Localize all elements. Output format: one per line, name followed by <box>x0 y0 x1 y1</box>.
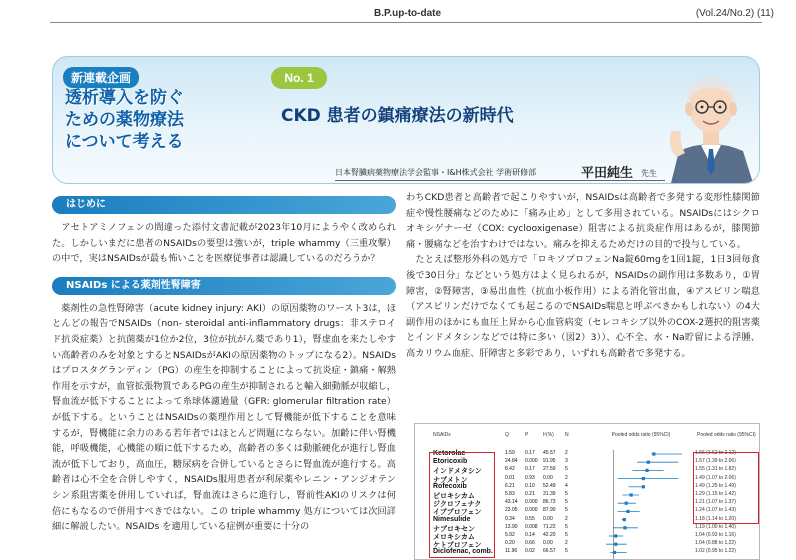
forest-cell-i2: 0.00 <box>543 540 553 547</box>
forest-cell-q: 5.83 <box>505 491 515 497</box>
forest-cell-p: 0.21 <box>525 491 535 497</box>
col-header-p: P <box>525 432 529 438</box>
forest-cell-i2: 91.95 <box>543 458 556 465</box>
forest-cell-drug: ケトプロフェン <box>433 542 482 550</box>
forest-cell-drug: ナプロキセン <box>433 525 475 533</box>
forest-cell-q: 1.59 <box>505 450 515 456</box>
forest-cell-drug: Nimesulide <box>433 515 471 523</box>
forest-cell-p: 0.000 <box>525 499 538 506</box>
author-line <box>335 161 665 181</box>
nsaids-kidney-paragraph: 薬剤性の急性腎障害（acute kidney injury: AKI）の原因薬物のワースト3は，ほとんどの報告でNSAIDs（non- steroidal anti-inflammatory drugs：非ステロイド抗炎症薬）と抗菌薬が1位か2位，3位が抗がん薬であり1），腎虚血を来たしやすい高齢者のみを対象とするとNSAIDsがAKIの原因薬物のトップになる2）。NSAIDsはプロスタグランディン（PG）の産生を抑制することによって抗炎症・鎮痛・解熱作用を示すが，血管拡張物質であるPGの産生が抑制されると輸入細動脈が収縮し，腎血流が低下することによって糸球体濾過量（GFR: glomerular filtration rate）が低下する。ということはNSAIDsの薬理作用として腎機能が低下することを意味するが，腎機能に余力のある若年者ではほとんど問題にならない。加齢に伴い腎機能，呼吸機能，心機能の順に低下するため，高齢者の多くは動脈硬化が進行し腎血流が低下しており，高血圧，糖尿病を合併しているとさらに腎血流が進行する。高齢者は心不全を合併しやすく，NSAIDs服用患者が利尿薬やレニン・アンジオテンシン系阻害薬を併用していれば，腎血流はさらに進行し，腎前性AKIのリスクは何倍にもなるので併用すべきではない。この triple whammy 処方については次回詳細に解説したい。NSAIDs を適用している症例が重要に十分の <box>52 302 396 533</box>
forest-cell-or: 1.19 (1.00 to 1.40) <box>695 523 736 530</box>
section-heading-nsaids-kidney: NSAIDs による薬剤性腎障害 <box>52 277 396 295</box>
forest-cell-i2: 27.59 <box>543 466 556 473</box>
number-badge: No. 1 <box>271 67 327 89</box>
forest-cell-q: 23.05 <box>505 507 518 514</box>
forest-cell-or: 1.18 (1.14 to 1.20) <box>695 515 736 522</box>
forest-cell-i2: 86.73 <box>543 499 556 506</box>
volume-number: (Vol.24/No.2) (11) <box>695 8 774 19</box>
forest-cell-n: 5 <box>565 523 568 530</box>
forest-cell-p: 0.66 <box>525 540 535 547</box>
forest-cell-q: 6.21 <box>505 482 515 489</box>
forest-cell-n: 5 <box>565 466 568 473</box>
forest-cell-p: 0.000 <box>525 507 538 514</box>
col-header-n: N <box>565 432 569 438</box>
forest-cell-n: 2 <box>565 450 568 456</box>
forest-cell-i2: 42.20 <box>543 532 556 538</box>
forest-cell-or: 1.04 (0.88 to 1.22) <box>695 540 736 547</box>
forest-cell-n: 2 <box>565 515 568 522</box>
forest-cell-n: 2 <box>565 474 568 481</box>
forest-cell-n: 5 <box>565 548 568 555</box>
forest-cell-or: 1.57 (1.39 to 2.06) <box>695 458 736 465</box>
intro-paragraph: アセトアミノフェンの間違った添付文書記載が2023年10月にようやく改められた。しかしいまだに患者のNSAIDsの要望は強いが，triple whammy（三重攻撃）の中で，実はNSAIDsが最も怖いことを医療従事者は認識しているのだろうか？ <box>52 222 396 265</box>
series-title <box>65 87 265 153</box>
magazine-name: B.P.up-to-date <box>374 8 442 19</box>
author-affiliation: 日本腎臓病薬物療法学会監事・I&H株式会社 学術研修部 <box>335 168 537 177</box>
forest-cell-drug: ナプメトン <box>433 476 468 484</box>
series-title-line: について考える <box>65 132 184 152</box>
forest-cell-q: 43.14 <box>505 499 518 506</box>
forest-cell-q: 0.34 <box>505 515 515 522</box>
forest-cell-or: 1.49 (1.25 to 1.49) <box>695 482 736 489</box>
forest-cell-drug: Etoricoxib <box>433 458 468 466</box>
forest-cell-n: 3 <box>565 458 568 465</box>
col-header-q: Q <box>505 432 509 438</box>
forest-cell-q: 8.42 <box>505 466 515 473</box>
col-header-i2: I²(%) <box>543 432 554 438</box>
highlight-box-odds <box>693 452 759 524</box>
forest-cell-i2: 66.57 <box>543 548 556 555</box>
forest-cell-i2: 31.39 <box>543 491 556 497</box>
page-header <box>0 0 796 40</box>
forest-cell-drug: ピロキシカム <box>433 493 475 500</box>
forest-cell-drug: インドメタシン <box>433 468 482 476</box>
author-honorific: 先生 <box>641 169 657 178</box>
plot-header: Pooled odds ratio (95%CI) <box>611 432 671 438</box>
forest-cell-p: 0.000 <box>525 458 538 465</box>
forest-cell-drug: メロキシカム <box>433 534 475 541</box>
author-name: 平田純生 <box>581 166 634 181</box>
forest-cell-or: 1.02 (0.95 to 1.22) <box>695 548 736 555</box>
section-heading-intro: はじめに <box>52 196 396 214</box>
right-column <box>406 190 760 362</box>
forest-cell-n: 5 <box>565 507 568 514</box>
forest-cell-n: 5 <box>565 499 568 506</box>
forest-cell-n: 4 <box>565 482 568 489</box>
right-paragraph-1: わちCKD患者と高齢者で起こりやすいが，NSAIDsは高齢者で多発する変形性膝関節症や慢性腰痛などのために「痛み止め」として多用されている。NSAIDsにはシクロオキシゲナーゼ（COX: cyclooxigenase）阻害による抗炎症作用はあるが，膝関節痛・腰痛などを治すわけではない。痛みを抑えるためだけの目的で投与している。 <box>406 192 760 250</box>
forest-cell-p: 0.14 <box>525 532 535 538</box>
forest-cell-p: 0.10 <box>525 482 535 489</box>
forest-cell-q: 0.20 <box>505 540 515 547</box>
forest-cell-p: 0.17 <box>525 466 535 473</box>
forest-cell-q: 24.84 <box>505 458 518 465</box>
forest-cell-p: 0.02 <box>525 548 535 555</box>
header-rule <box>50 22 762 23</box>
right-paragraph-2: たとえば整形外科の処方で「ロキソプロフェンNa錠60mgを1回1錠，1日3回毎食後で30日分」などという処方はよく見られるが，NSAIDsの副作用は多数あり，①胃障害，②腎障害，③易出血性（抗血小板作用）による消化管出血，④アスピリン喘息（アスピリンだけでなくても起こるのでNSAIDs喘息と呼ぶべきかもしれない）の4大副作用のほかにも血圧上昇から心血管病変（セレコキシブ以外のCOX-2選択的阻害薬とインドメタシンなどでは特に多い（図2）3））、心不全、水・Na貯留による浮腫、高カリウム血症、肝障害と多彩であり，いずれも高齢者で多発する。 <box>406 254 760 359</box>
forest-cell-i2: 45.57 <box>543 450 556 456</box>
forest-cell-i2: 0.00 <box>543 474 553 481</box>
forest-cell-q: 11.96 <box>505 548 518 555</box>
forest-cell-q: 13.90 <box>505 523 518 530</box>
forest-cell-n: 2 <box>565 540 568 547</box>
forest-cell-p: 0.93 <box>525 474 535 481</box>
left-column <box>52 196 396 535</box>
forest-cell-drug: Diclofenac, comb. <box>433 548 493 556</box>
forest-cell-or: 1.29 (1.15 to 1.42) <box>695 491 736 497</box>
series-label: 新連載企画 <box>63 67 139 88</box>
forest-cell-drug: Rofecoxib <box>433 482 467 490</box>
forest-cell-i2: 0.00 <box>543 515 553 522</box>
article-title: CKD 患者の鎮痛療法の新時代 <box>281 106 514 126</box>
forest-cell-or: 1.21 (1.07 to 1.37) <box>695 499 736 506</box>
col-header-drug: NSAIDs <box>433 432 451 438</box>
forest-cell-drug: Ketorolac <box>433 450 466 457</box>
forest-cell-or: 1.66 (1.62 to 2.12) <box>695 450 736 456</box>
forest-cell-n: 5 <box>565 491 568 497</box>
forest-cell-drug: イブプロフェン <box>433 509 482 517</box>
forest-cell-n: 5 <box>565 532 568 538</box>
highlight-box-drugs <box>429 452 495 558</box>
or-header: Pooled odds ratio (95%CI) <box>697 432 756 438</box>
forest-cell-p: 0.55 <box>525 515 535 522</box>
forest-cell-q: 0.01 <box>505 474 515 481</box>
forest-cell-or: 1.49 (1.07 to 2.06) <box>695 474 736 481</box>
forest-cell-p: 0.17 <box>525 450 535 456</box>
forest-cell-i2: 52.49 <box>543 482 556 489</box>
author-portrait-illustration <box>665 65 757 183</box>
series-title-line: ための薬物療法 <box>65 110 184 130</box>
forest-cell-drug: ジクロフェナク <box>433 501 482 509</box>
forest-cell-i2: 71.22 <box>543 523 556 530</box>
forest-cell-q: 5.92 <box>505 532 515 538</box>
forest-cell-or: 1.55 (1.31 to 1.82) <box>695 466 736 473</box>
forest-cell-i2: 87.90 <box>543 507 556 514</box>
forest-cell-p: 0.008 <box>525 523 538 530</box>
series-banner <box>52 56 760 184</box>
series-title-line: 透析導入を防ぐ <box>65 88 184 108</box>
forest-cell-or: 1.04 (0.93 to 1.16) <box>695 532 736 538</box>
forest-cell-or: 1.24 (1.07 to 1.43) <box>695 507 736 514</box>
forest-plot-figure <box>414 423 760 560</box>
